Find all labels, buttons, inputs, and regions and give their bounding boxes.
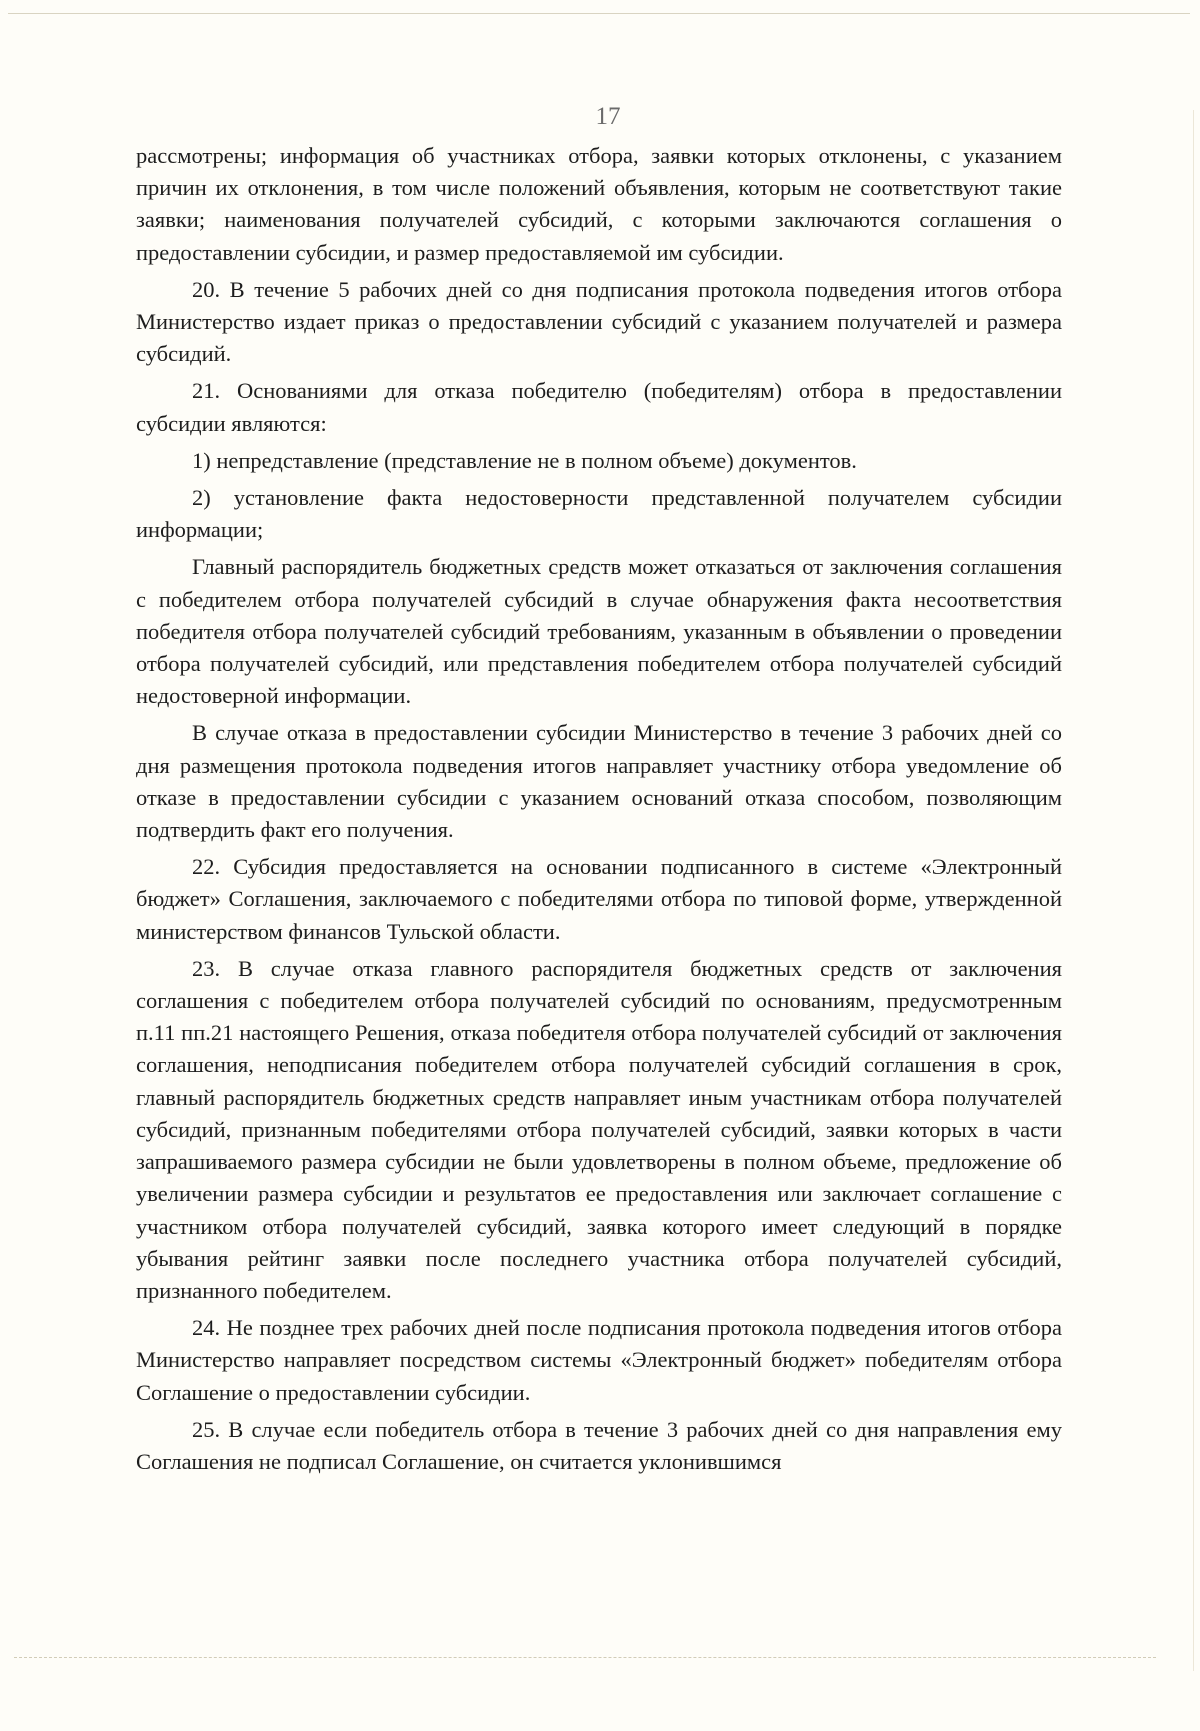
paragraph-23: 23. В случае отказа главного распорядителя бюджетных средств от заключения соглашения с победителем отбора получателей субсидий по основаниям, предусмотренным п.11 пп.21 настоящего Решения, отказа победителя отбора получателей субсидий от заключения соглашения, неподписания победителем отбора получателей субсидий соглашения в срок, главный распорядитель бюджетных средств направляет иным участникам отбора получателей субсидий, признанным победителями отбора получателей субсидий, заявки которых в части запрашиваемого размера субсидии не были удовлетворены в полном объеме, предложение об увеличении размера субсидии и результатов ее предоставления или заключает соглашение с участником отбора получателей субсидий, заявка которого имеет следующий в порядке убывания рейтинг заявки после последнего участника отбора получателей субсидий, признанного победителем.: [136, 955, 1062, 1303]
paragraph-21: 21. Основаниями для отказа победителю (победителям) отбора в предоставлении субсидии являются:: [136, 378, 1062, 436]
paragraph-21-item-2: 2) установление факта недостоверности представленной получателем субсидии информации;: [136, 485, 1062, 543]
scan-border-bottom: [14, 1657, 1156, 1658]
scan-border-right: [1193, 110, 1194, 1671]
paragraph-20: 20. В течение 5 рабочих дней со дня подписания протокола подведения итогов отбора Министерство издает приказ о предоставлении субсидий с указанием получателей и размера субсидий.: [136, 276, 1062, 367]
paragraph-22: 22. Субсидия предоставляется на основании подписанного в системе «Электронный бюджет» Соглашения, заключаемого с победителями отбора по типовой форме, утвержденной министерством финансов Тульской области.: [136, 854, 1062, 944]
document-body: [136, 140, 1062, 1478]
paragraph-25: 25. В случае если победитель отбора в течение 3 рабочих дней со дня направления ему Соглашения не подписал Соглашение, он считается уклонившимся: [136, 1416, 1062, 1474]
paragraph-continuation: рассмотрены; информация об участниках отбора, заявки которых отклонены, с указанием причин их отклонения, в том числе положений объявления, которым не соответствуют такие заявки; наименования получателей субсидий, с которыми заключаются соглашения о предоставлении субсидии, и размер предоставляемой им субсидии.: [136, 143, 1062, 265]
paragraph-21-item-1: 1) непредставление (представление не в полном объеме) документов.: [192, 447, 857, 473]
paragraph-24: 24. Не позднее трех рабочих дней после подписания протокола подведения итогов отбора Министерство направляет посредством системы «Электронный бюджет» победителям отбора Соглашение о предоставлении субсидии.: [136, 1315, 1062, 1405]
paragraph-refusal-notice: В случае отказа в предоставлении субсидии Министерство в течение 3 рабочих дней со дня размещения протокола подведения итогов направляет участнику отбора уведомление об отказе в предоставлении субсидии с указанием оснований отказа способом, позволяющим подтвердить факт его получения.: [136, 720, 1062, 843]
page-number: 17: [595, 103, 621, 130]
scan-border-top: [8, 13, 1190, 14]
paragraph-refusal-conditions: Главный распорядитель бюджетных средств может отказаться от заключения соглашения с победителем отбора получателей субсидий в случае обнаружения факта несоответствия победителя отбора получателей субсидий требованиям, указанным в объявлении о проведении отбора получателей субсидий, или представления победителем отбора получателей субсидий недостоверной информации.: [136, 554, 1062, 709]
